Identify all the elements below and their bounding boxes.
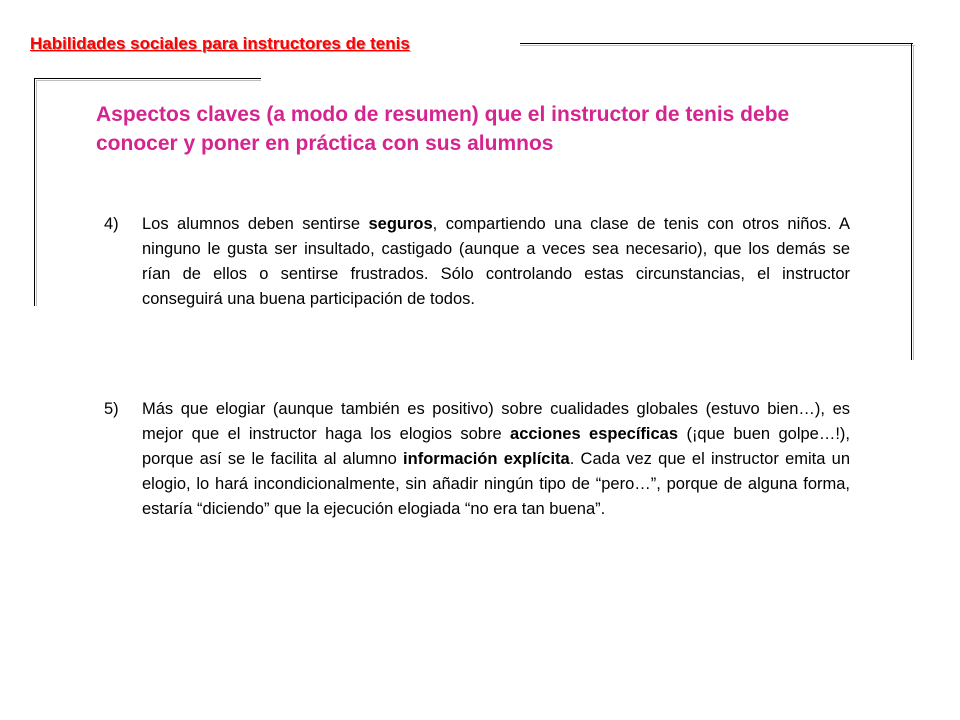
text-run: , compartiendo una clase de tenis con otros niños. A ninguno le gusta ser insultado, castigado (aunque a veces sea necesario), que los demás se rían de ellos o sentirse frustrados. Sólo controlando estas circunstancias, el instructor conseguirá una buena participación de todos. bbox=[142, 215, 851, 308]
frame-right-line bbox=[911, 43, 912, 360]
text-run: (¡que buen golpe…!), porque así se le facilita al alumno bbox=[142, 425, 851, 468]
item-text bbox=[142, 397, 850, 522]
frame-left-top-line-shadow bbox=[36, 80, 261, 81]
frame-top-line-shadow bbox=[520, 45, 915, 46]
bold-run: acciones específicas bbox=[510, 425, 679, 443]
text-run: . Cada vez que el instructor emita un elogio, lo hará incondicionalmente, sin añadir ningún tipo de “pero…”, porque de alguna forma, estaría “diciendo” que la ejecución elogiada “no era tan buena”. bbox=[142, 450, 850, 518]
item-number: 5) bbox=[104, 400, 119, 418]
frame-left-line-shadow bbox=[36, 80, 37, 306]
subtitle: Aspectos claves (a modo de resumen) que el instructor de tenis debe conocer y poner en práctica con sus alumnos bbox=[96, 103, 790, 155]
item-number: 4) bbox=[104, 215, 119, 233]
list-item-5 bbox=[104, 397, 850, 522]
frame-left-top-line bbox=[34, 78, 261, 79]
header-title: Habilidades sociales para instructores de tenis bbox=[30, 34, 410, 53]
bold-run: información explícita bbox=[403, 450, 570, 468]
frame-top-line bbox=[520, 43, 913, 44]
item-text bbox=[142, 212, 850, 312]
frame-left-line bbox=[34, 78, 35, 306]
list-item-4 bbox=[104, 212, 850, 312]
text-run: Más que elogiar (aunque también es positivo) sobre cualidades globales (estuvo bien…), es mejor que el instructor haga los elogios sobre bbox=[142, 400, 850, 443]
frame-right-line-shadow bbox=[913, 45, 914, 360]
bold-run: seguros bbox=[368, 215, 433, 233]
text-run: Los alumnos deben sentirse bbox=[142, 215, 369, 233]
